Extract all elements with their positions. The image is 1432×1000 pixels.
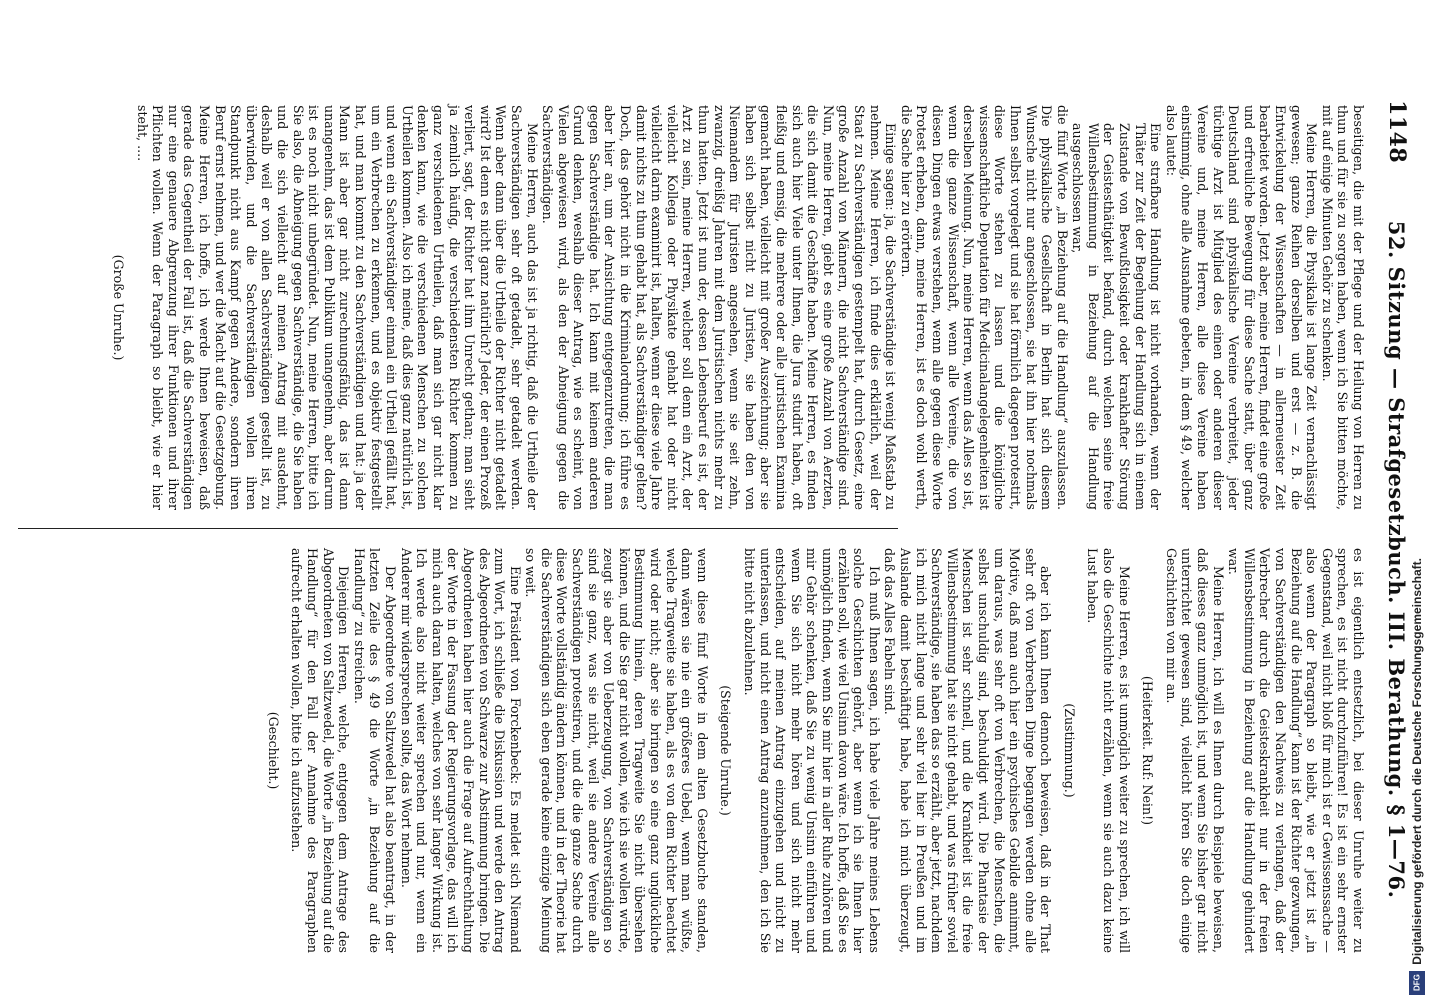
paragraph: die fünf Worte „in Beziehung auf die Handlung“ auszulassen. Die physikalische Gesellschaft in Berlin hat sich diesem Wunsche nicht nur angeschlossen, sie hat ihn hier nochmals Ihnen selbst vorgelegt und sie hat förmlich dagegen protestirt, diese Worte stehen zu lassen und die königliche wissenschaftliche Deputation für Medicinalangelegenheiten ist derselben Meinung. Nun, meine Herren, wenn das Alles so ist, wenn die ganze Wissenschaft, wenn alle Vereine, die von diesen Dingen etwas verstehen, wenn alle gegen diese Worte Protest erheben, dann, meine Herren, ist es doch wohl werth, die Sache hier zu erörtern. xyxy=(898,105,1070,510)
left-text-column xyxy=(103,105,1367,510)
paragraph: Eine Präsident von Forckenbeck: Es meldet sich Niemand zum Wort, ich schließe die Diskussion und werde den Antrag des Abgeordneten von Schwarze zur Abstimmung bringen. Die Abgeordneten haben hier auch die Frage auf Aufrechthaltung der Worte in der Fassung der Regierungsvorlage, das will ich mich auch daran halten, welches von sehr langer Wirkung ist. Ich werde also nicht weiter sprechen und nur, wenn ein Anderer mir widersprechen sollte, das Wort nehmen. xyxy=(398,548,523,953)
stage-direction: (Zustimmung.) xyxy=(1061,703,1077,798)
column-divider xyxy=(18,528,898,529)
paragraph: aber ich kann Ihnen dennoch beweisen, daß in der That sehr oft von Verbrechen Dinge begangen werden ohne alle Motive, daß man auch hier ein psychisches Gebilde annimmt, um daraus, was sehr oft von Verbrechen, die Menschen, die selbst unschuldig sind, beschuldigt wird. Die Phantasie der Menschen ist sehr schnell, und die Krankheit ist die freie Willensbestimmung hat sie nicht gehabt, und was früher soviel Sachverständige, sie haben das so erzählt, aber jetzt, nachdem ich mich nicht lange und sehr viel hier in Preußen und im Auslande damit beschäftigt habe, habe ich mich überzeugt, daß das Alles Fabeln sind. xyxy=(882,548,1054,953)
paragraph: Der Abgeordnete von Saltzwedel hat also beantragt, in der letzten Zeile des § 49 die Worte „in Beziehung auf die Handlung“ zu streichen. xyxy=(351,548,398,953)
page-number: 1148 xyxy=(1384,100,1410,164)
stage-direction: (Große Unruhe.) xyxy=(111,254,127,361)
right-text-column xyxy=(257,548,1366,953)
stage-direction: (Steigende Unruhe.) xyxy=(718,685,734,816)
stage-direction: (Geschieht.) xyxy=(265,711,281,790)
paragraph: Ich muß Ihnen sagen, ich habe viele Jahre meines Lebens solche Geschichten gehört, aber wenn ich sie Ihnen hier erzählen soll, wie viel Unsinn davon wäre. Ich hoffe, daß Sie es unmöglich finden, wenn Sie mir hier in aller Ruhe zuhören und mir Gehör schenken, daß Sie zu wenig Unsinn einführen und wenn Sie sich nicht mehr hören und sich nicht mehr entscheiden, auf meinen Antrag einzugehen und nicht zu unterlassen, und nicht einen Antrag anzunehmen, den ich Sie bitte nicht abzulehnen. xyxy=(742,548,882,953)
dfg-logo: DFG xyxy=(1409,971,1425,995)
paragraph: Meine Herren, auch das ist ja richtig, daß die Urtheile der Sachverständigen sehr oft getadelt, sehr getadelt werden. Wenn aber dann über die Urtheile der Richter nicht getadelt wird? Ist denn es nicht ganz natürlich? Jeder, der einen Prozeß verliert, sagt, der Richter hat ihm Unrecht gethan; man sieht ja ziemlich häufig, die verschiedensten Richter kommen zu ganz verschiedenen Urtheilen, daß man sich gar nicht klar denken kann, wie die verschiedenen Menschen zu solchen Urtheilen kommen. Also ich meine, daß dies ganz natürlich ist, und wenn ein Sachverständiger einmal ein Urtheil gefällt hat, um ein Verbrechen zu erkennen, und es objektiv festgestellt hat, und man kommt zu den Sachverständigen und hat: ja der Mann ist aber gar nicht zurechnungsfähig, das ist dann unangenehm, das ist dem Publikum unangenehm, aber darum ist es noch nicht unbegründet. Nun, meine Herren, bitte ich Sie also, die Abneigung gegen Sachverständige, die Sie haben und die sich vielleicht auf meinen Antrag mit ausdehnt, deshalb weil er von allen Sachverständigen gestellt ist, zu überwinden, und die Sachverständigen wollen ihren Standpunkt nicht aus Kampf gegen Andere, sondern ihren Beruf ernst nehmen, und wer die Macht auf die Gesetzgebung. Meine Herren, ich hoffe, ich werde Ihnen beweisen, daß gerade das Gegentheil der Fall ist, daß die Sachverständigen nur eine genauere Abgrenzung ihrer Funktionen und ihrer Pflichten wollen. Wenn der Paragraph so bleibt, wie er hier steht, .... xyxy=(134,105,540,510)
stage-direction: (Heiterkeit. Ruf: Nein!) xyxy=(1140,675,1156,826)
paragraph: Einige sagen: ja, die Sachverständige ist wenig Maßstab zu nehmen. Meine Herren, ich finde dies erklärlich, weil der Staat zu Sachverständigen gestempelt hat, durch Gesetz, eine große Anzahl von Männern, die nicht Sachverständige sind. Nun, meine Herren, giebt es eine große Anzahl von Aerzten, die sich damit die Geschäfte haben. Meine Herren, es finden sich auch hier Viele unter Ihnen, die Jura studirt haben, oft fleißig und emsig, die mehrere oder alle juristischen Examina gemacht haben, vielleicht mit großer Auszeichnung; aber sie haben sich selbst nicht zu Juristen, sie haben den von Niemandem für Juristen angesehen, wenn sie seit zehn, zwanzig, dreißig Jahren mit dem Juristischen nichts mehr zu thun hatten. Jetzt ist nun der, dessen Lebensberuf es ist, der Arzt zu sein, meine Herren, welcher soll denn ein Arzt, der vielleicht Kollegia oder Physikate gehabt hat oder nicht vielleicht darin examinirt ist, halten, wenn er diese viele Jahre damit nichts zu thun gehabt hat, als Sachverständiger gelten? Doch, das gehört nicht in die Kriminalordnung; ich führe es aber hier an, um der Ansichtung entgegenzutreten, die man gegen Sachverständige hat. Ich kann mit keinem anderen Grund denken, weshalb dieser Antrag, wie es scheint, von Vielen abgewiesen wird, als den der Abneigung gegen die Sachverständigen. xyxy=(540,105,899,510)
paragraph: wenn diese fünf Worte in dem alten Gesetzbuche standen, dann wären sie nie ein größeres Uebel, wenn man wüßte, welche Tragweite sie haben, als es von dem Richter beachtet wird oder nicht; aber sie bringen so eine ganz unglückliche Bestimmung hinein, deren Tragweite Sie nicht übersehen können, und die Sie gar nicht wollen, wie ich sie wollen würde, zeugt sie aber von Ueberzeugung, von Sachverständigen so sind sie ganz, was sie nicht, weil sie andere Vereine alle Sachverständigen protestiren, und die die ganze Sache durch diese Worte vollständig ändern können, und in der Theorie hat die Sachverständigen sich eben gerade keine einzige Meinung so weit. xyxy=(523,548,710,953)
dfg-credit-text: Digitalisierung gefördert durch die Deutsche Forschungsgemeinschaft. xyxy=(1410,558,1424,965)
paragraph: Diejenigen Herren, welche, entgegen dem Antrage des Abgeordneten von Saltzwedel, die Worte „in Beziehung auf die Handlung“ für den Fall der Annahme des Paragraphen aufrecht erhalten wollen, bitte ich aufzustehen. xyxy=(289,548,352,953)
paragraph: Meine Herren, es ist unmöglich weiter zu sprechen, ich will also die Geschichte nicht erzählen, wenn sie auch dazu keine Lust haben. xyxy=(1085,548,1132,953)
paragraph: Eine strafbare Handlung ist nicht vorhanden, wenn der Thäter zur Zeit der Begehung der Handlung sich in einem Zustande von Bewußtlosigkeit oder krankhafter Störung der Geistesthätigkeit befand, durch welchen seine freie Willensbestimmung in Beziehung auf die Handlung ausgeschlossen war, xyxy=(1070,123,1164,510)
paragraph: Meine Herren, die Physikalie ist lange Zeit vernachlässigt gewesen; ganze Reihen derselben und erst — z. B. die Entwickelung der Wissenschaften — in allerneuester Zeit bearbeitet worden. Jetzt aber, meine Herren, findet eine große und erfreuliche Bewegung für diese Sache statt, über ganz Deutschland sind physikalische Vereine verbreitet, jeder tüchtige Arzt ist Mitglied des einen oder anderen dieser Vereine und, meine Herren, alle diese Vereine haben einstimmig, ohne alle Ausnahme gebeten, in dem § 49, welcher also lautet: xyxy=(1163,105,1320,510)
page-title: 52. Sitzung — Strafgesetzbuch. III. Berathung. § 1—76. xyxy=(1384,220,1410,899)
paragraph: es ist eigentlich entsetzlich, bei dieser Unruhe weiter zu sprechen, es ist nicht durchzuführen! Es ist ein sehr ernster Gegenstand, weil nicht bloß für mich ist er Gewissenssache — also wenn der Paragraph so bleibt, wie er jetzt ist „in Beziehung auf die Handlung“ kann ist der Richter gezwungen, von Sachverständigen den Nachweis zu verlangen, daß der Verbrecher durch die Geisteskrankheit nur in der freien Willensbestimmung in Beziehung auf die Handlung gehindert war. xyxy=(1226,548,1366,953)
paragraph: Meine Herren, ich will es Ihnen durch Beispiele beweisen, daß dieses ganz unmöglich ist, und wenn Sie bisher gar nicht unterrichtet gewesen sind, vielleicht hören Sie doch einige Geschichten von mir an. xyxy=(1163,548,1226,953)
paragraph: beseitigen, die mit der Pflege und der Heilung von Herren zu thun und für sie zu sorgen haben, wenn ich Sie bitten möchte, mit auf einige Minuten Gehör zu schenken. xyxy=(1319,105,1366,510)
dfg-attribution xyxy=(1404,540,1430,995)
